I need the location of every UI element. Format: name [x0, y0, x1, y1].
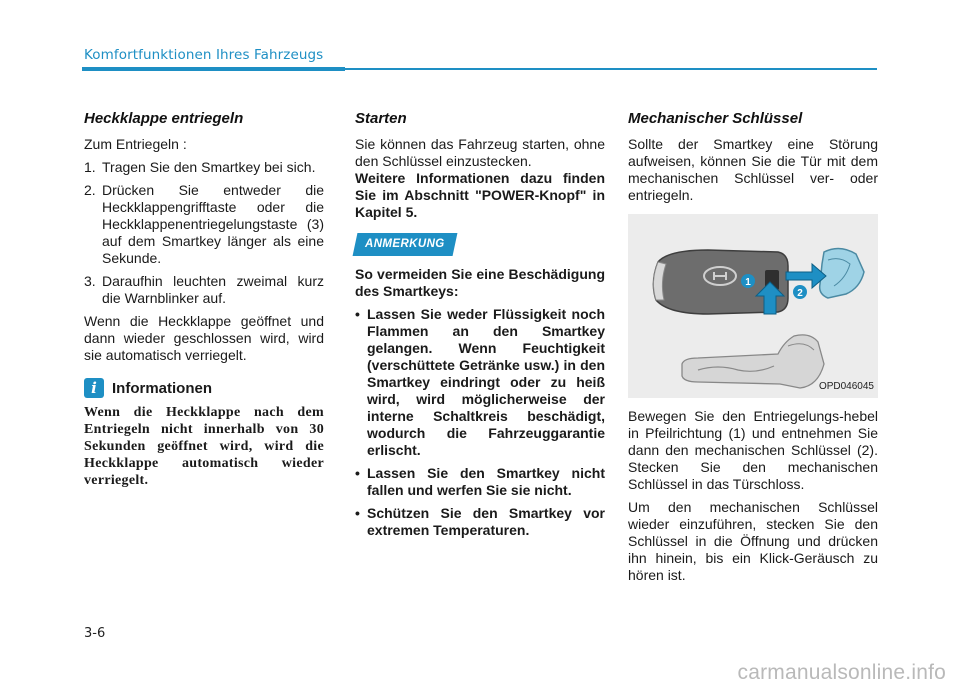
callout-1-label: 1 — [745, 277, 751, 288]
list-item: 3. Daraufhin leuchten zweimal kurz die Warnblinker auf. — [84, 273, 324, 306]
header-rule-thick — [82, 67, 345, 71]
section-title: Komfortfunktionen Ihres Fahrzeugs — [84, 47, 324, 63]
column-right — [628, 110, 878, 590]
column-middle — [355, 110, 605, 545]
note-intro: So vermeiden Sie eine Beschädigung des Smartkeys: — [355, 266, 605, 299]
start-reference-text: Weitere Informationen dazu finden Sie im Abschnitt "POWER-Knopf" in Kapitel 5. — [355, 170, 605, 220]
note-bullets — [355, 306, 605, 539]
intro-text: Zum Entriegeln : — [84, 136, 187, 152]
callout-2-label: 2 — [797, 288, 803, 299]
mechanical-key-intro: Sollte der Smartkey eine Störung aufweisen, können Sie die Tür mit dem mechanischen Schlüssel ver- oder entriegeln. — [628, 136, 878, 203]
list-item: 1. Tragen Sie den Smartkey bei sich. — [84, 159, 316, 175]
list-item: • Lassen Sie den Smartkey nicht fallen und werfen Sie sie nicht. — [355, 465, 605, 499]
lever-instructions: Bewegen Sie den Entriegelungs-hebel in Pfeilrichtung (1) und entnehmen Sie dann den mechanischen Schlüssel (2). Stecken Sie den mechanischen Schlüssel in das Türschloss. — [628, 408, 878, 492]
smartkey-illustration — [628, 214, 878, 398]
column-left — [84, 110, 324, 489]
info-icon: i — [84, 378, 104, 398]
heading-start: Starten — [355, 110, 407, 127]
figure-code: OPD046045 — [818, 381, 874, 392]
note-badge: ANMERKUNG — [353, 233, 458, 256]
info-header — [84, 378, 324, 398]
list-item: • Lassen Sie weder Flüssigkeit noch Flammen an den Smartkey gelangen. Wenn Feuchtigkeit (verschüttete Getränke usw.) in den Smartkey eindringt oder zu heiß wird, wird möglicherweise der interne Schaltkreis beschädigt, wodurch die Fahrzeuggarantie erlischt. — [355, 306, 605, 459]
smartkey-figure — [628, 214, 878, 398]
heading-mechanical-key: Mechanischer Schlüssel — [628, 110, 803, 127]
mechanical-key-head — [820, 248, 864, 298]
info-title: Informationen — [112, 379, 212, 397]
start-text: Sie können das Fahrzeug starten, ohne den Schlüssel einzustecken. — [355, 136, 605, 169]
reinsert-instructions: Um den mechanischen Schlüssel wieder einzuführen, stecken Sie den Schlüssel in die Öffnung und drücken ihn hinein, bis ein Klick-Geräusch zu hören ist. — [628, 499, 878, 583]
auto-lock-text: Wenn die Heckklappe geöffnet und dann wieder geschlossen wird, wird sie automatisch verriegelt. — [84, 313, 324, 363]
list-item: 2. Drücken Sie entweder die Heckklappengrifftaste oder die Heckklappenentriegelungstaste (3) auf dem Smartkey länger als eine Sekunde. — [84, 182, 324, 266]
watermark: carmanualsonline.info — [737, 661, 946, 684]
info-text: Wenn die Heckklappe nach dem Entriegeln nicht innerhalb von 30 Sekunden geöffnet wird, wird die Heckklappe automatisch wieder verriegelt. — [84, 405, 324, 488]
mechanical-key — [682, 335, 824, 388]
heading-tailgate-unlock: Heckklappe entriegeln — [84, 110, 244, 127]
header-rule-thin — [345, 68, 877, 70]
page-number: 3-6 — [84, 626, 106, 641]
list-item: • Schützen Sie den Smartkey vor extremen Temperaturen. — [355, 505, 605, 539]
steps-list — [84, 159, 324, 307]
